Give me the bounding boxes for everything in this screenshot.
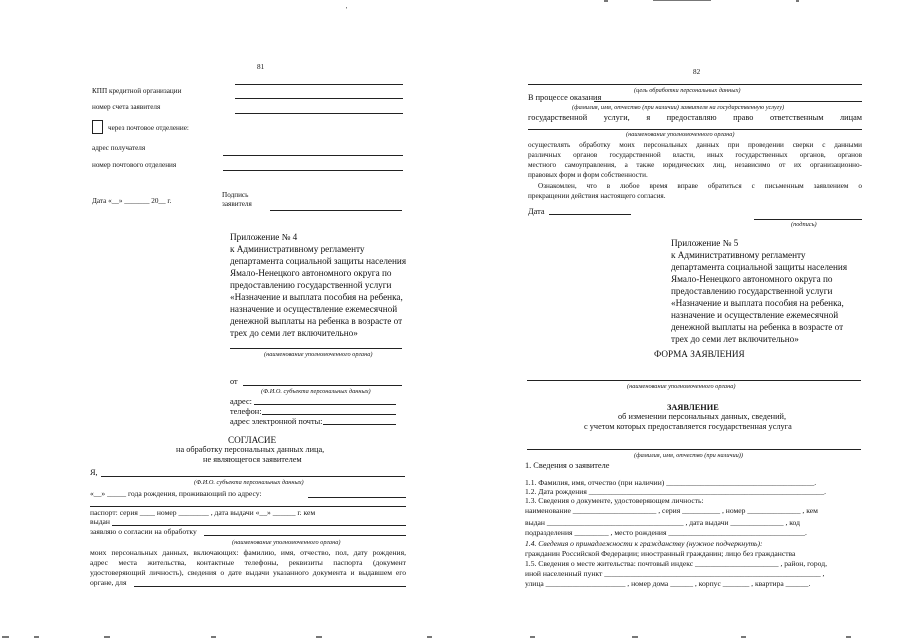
appendix-line: предоставлению государственной услуги xyxy=(671,286,833,296)
post-label: через почтовое отделение: xyxy=(108,124,189,132)
appendix-line: Ямало-Ненецкого автономного округа по xyxy=(230,268,392,278)
birth-line: «__» _____ года рождения, проживающий по адресу: xyxy=(90,489,262,498)
process-label: В процессе оказания xyxy=(528,93,602,102)
recipient-label: адрес получателя xyxy=(92,144,146,152)
process-line xyxy=(594,101,862,102)
notice-line: Ознакомлен, что в любое время вправе обратиться с письменным заявлением о xyxy=(538,182,862,190)
date-line-right xyxy=(549,214,631,215)
notice-line: прекращении действия настоящего согласия. xyxy=(528,192,666,200)
statement-subtitle-1: об изменении персональных данных, сведений, xyxy=(618,412,787,421)
appendix-line: департамента социальной защиты населения xyxy=(671,262,848,272)
organ-line-right-2 xyxy=(527,380,861,381)
appendix-line: «Назначение и выплата пособия на ребенка, xyxy=(230,292,403,302)
appendix-line: Приложение № 4 xyxy=(230,232,298,242)
organ-caption-left: (наименование уполномоченного органа) xyxy=(264,351,373,358)
signature-line-right xyxy=(754,219,862,220)
passport-line: паспорт: серия ____ номер ________ , дата выдачи «__» ______ г. кем xyxy=(90,508,316,517)
field-line[interactable]: 1.2. Дата рождения ______________________________________________________________. xyxy=(525,487,827,496)
gov-service-line: государственной услуги, я предоставляю право ответственным лицам xyxy=(528,113,862,122)
appendix-line: Ямало-Ненецкого автономного округа по xyxy=(671,274,833,284)
fio-caption-left: (Ф.И.О. субъекта персональных данных) xyxy=(261,388,371,395)
appendix-line: трех до семи лет включительно» xyxy=(230,328,358,338)
organ-caption-right-2: (наименование уполномоченного органа) xyxy=(627,383,736,390)
consent-subtitle-2: не являющегося заявителем xyxy=(203,455,302,464)
field-line: 1.4. Сведения о принадлежности к гражданству (нужное подчеркнуть): xyxy=(525,539,763,548)
post-office-label: номер почтового отделения xyxy=(92,161,177,169)
fio-caption-left-2: (Ф.И.О. субъекта персональных данных) xyxy=(194,479,304,486)
appendix-line: к Административному регламенту xyxy=(230,244,365,254)
account-label: номер счета заявителя xyxy=(92,103,161,111)
body-line: моих персональных данных, включающих: фамилию, имя, отчество, пол, дату рождения, xyxy=(90,548,406,557)
consent-to-line xyxy=(204,535,406,536)
organ-line-right xyxy=(528,129,862,130)
fio-caption-right: (фамилия, имя, отчество (при наличии)) xyxy=(634,452,743,459)
ya-label: Я, xyxy=(90,468,98,477)
body-line: органе, для xyxy=(90,578,127,587)
appendix-line: «Назначение и выплата пособия на ребенка, xyxy=(671,298,844,308)
appendix-line: департамента социальной защиты населения xyxy=(230,256,407,266)
signature-label-2: заявителя xyxy=(222,200,252,208)
body-line: адрес места жительства, контактные телефоны, реквизиты паспорта (документ xyxy=(90,558,406,567)
field-line[interactable]: гражданин Российской Федерации; иностранный гражданин; лицо без гражданства xyxy=(525,549,796,558)
field-line[interactable]: 1.5. Сведения о месте жительства: почтовый индекс ______________________ , район, город, xyxy=(525,559,827,568)
signature-label-1: Подпись xyxy=(222,191,249,199)
organ-caption-right: (наименование уполномоченного органа) xyxy=(626,131,735,138)
page-number-left: 81 xyxy=(257,63,265,71)
top-edge-mark xyxy=(796,0,799,2)
email-line xyxy=(323,424,396,425)
bottom-edge-mark xyxy=(530,636,535,638)
appendix-line: денежной выплаты на ребенка в возрасте от xyxy=(230,316,403,326)
email-label: адрес электронной почты: xyxy=(230,417,323,426)
statement-subtitle-2: с учетом которых предоставляется государственная услуга xyxy=(584,422,792,431)
from-line xyxy=(243,385,402,386)
appendix-line: назначение и осуществление ежемесячной xyxy=(230,304,398,314)
date-label-right: Дата xyxy=(528,207,545,216)
post-checkbox[interactable] xyxy=(92,120,103,134)
consent-subtitle-1: на обработку персональных данных лица, xyxy=(176,445,325,454)
appendix-line: назначение и осуществление ежемесячной xyxy=(671,310,839,320)
bottom-edge-mark xyxy=(741,636,746,638)
organ-line-left xyxy=(230,348,402,349)
phone-line xyxy=(262,414,396,415)
organ-caption-left-2: (наименование уполномоченного органа) xyxy=(232,539,341,546)
form-title: ФОРМА ЗАЯВЛЕНИЯ xyxy=(654,349,745,359)
top-edge-mark xyxy=(604,0,608,2)
body-line: местного самоуправления, а также юридических лиц, независимо от их организационно- xyxy=(528,161,862,169)
bottom-edge-mark xyxy=(211,636,216,638)
purpose-caption: (цель обработки персональных данных) xyxy=(634,87,741,94)
body-purpose-line xyxy=(134,586,406,587)
bottom-edge-mark xyxy=(34,636,39,638)
recipient-line xyxy=(223,155,403,156)
field-line[interactable]: 1.1. Фамилия, имя, отчество (при наличии) _______________________________________. xyxy=(525,478,817,487)
post-office-line xyxy=(223,170,403,171)
bottom-edge-mark xyxy=(316,636,322,638)
body-line: удостоверяющий личность), сведения о дате выдачи указанного документа и выдавшем его xyxy=(90,568,406,577)
statement-title: ЗАЯВЛЕНИЕ xyxy=(667,403,719,412)
top-edge-mark xyxy=(653,0,711,1)
birth-address-line-2 xyxy=(90,506,406,507)
bottom-edge-mark xyxy=(632,636,638,638)
purpose-line xyxy=(528,84,862,85)
appendix-line: денежной выплаты на ребенка в возрасте от xyxy=(671,322,844,332)
ya-line xyxy=(101,476,405,477)
appendix-line: Приложение № 5 xyxy=(671,238,739,248)
issued-line xyxy=(112,525,406,526)
kpp-line-2 xyxy=(235,98,403,99)
date-line-left: Дата «__» _______ 20__ г. xyxy=(92,197,172,205)
signature-caption: (подпись) xyxy=(791,221,817,228)
signature-line-left xyxy=(270,210,402,211)
field-line: 1.3. Сведения о документе, удостоверяющем личность: xyxy=(525,496,704,505)
fio-line-right xyxy=(527,449,861,450)
bottom-edge-mark xyxy=(2,636,9,638)
account-line xyxy=(235,113,403,114)
page-number-right: 82 xyxy=(693,68,701,76)
consent-title: СОГЛАСИЕ xyxy=(228,435,277,445)
field-line[interactable]: выдан ____________________________________ , дата выдачи ______________ , код xyxy=(525,518,800,527)
field-line[interactable]: наименование ______________________ , серия __________ , номер ______________ , кем xyxy=(525,506,818,515)
kpp-line xyxy=(235,84,403,85)
section-1-title: 1. Сведения о заявителе xyxy=(525,461,610,470)
field-line[interactable]: подразделения _________ , место рождения ____________________________________. xyxy=(525,528,807,537)
issued-label: выдан xyxy=(90,517,110,526)
address-label: адрес: xyxy=(230,397,252,406)
bottom-edge-mark xyxy=(427,636,432,638)
consent-to-label: заявляю о согласии на обработку xyxy=(90,527,197,536)
body-line: различных органов государственной власти, иных государственных органов, органов xyxy=(528,151,862,159)
body-line: осуществлять обработку моих персональных данных при проведении сверки с данными xyxy=(528,141,862,149)
appendix-line: трех до семи лет включительно» xyxy=(671,334,799,344)
body-line: правовых форм и форм собственности. xyxy=(528,171,648,179)
address-line xyxy=(254,404,396,405)
appendix-line: предоставлению государственной услуги xyxy=(230,280,392,290)
appendix-line: к Административному регламенту xyxy=(671,250,806,260)
from-label: от xyxy=(230,377,238,386)
scan-mark: ' xyxy=(346,6,348,14)
bottom-edge-mark xyxy=(104,636,110,638)
phone-label: телефон: xyxy=(230,407,262,416)
bottom-edge-mark xyxy=(846,636,851,638)
birth-address-line xyxy=(308,497,406,498)
fio-applicant-caption: (фамилия, имя, отчество (при наличии) заявителя на государственную услугу) xyxy=(572,104,785,111)
field-line[interactable]: улица _____________________ , номер дома ______ , корпус _______ , квартира ______. xyxy=(525,579,811,588)
field-line[interactable]: иной населенный пункт _________________________________________________________ , xyxy=(525,569,825,578)
kpp-label: КПП кредитной организации xyxy=(92,87,182,95)
